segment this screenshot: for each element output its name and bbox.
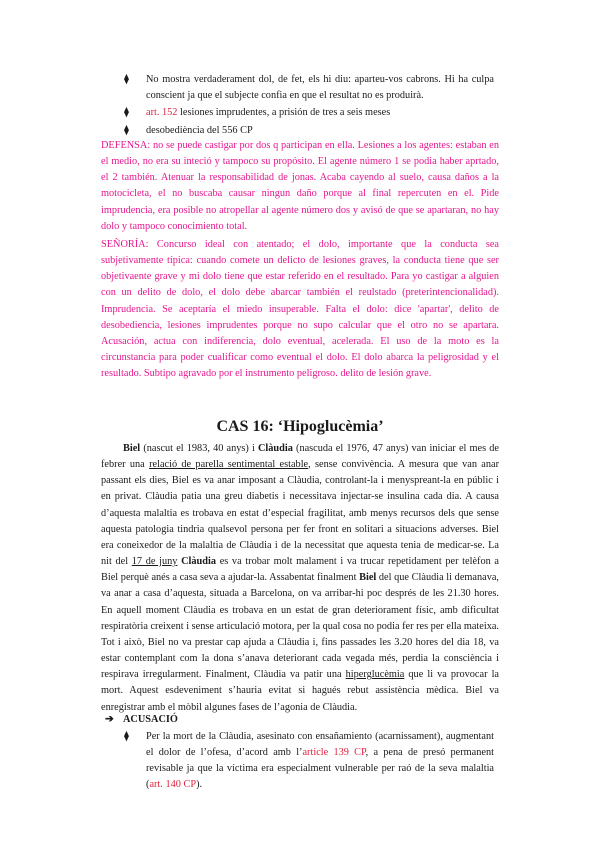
legal-ref: article 139 CP [302,747,366,758]
senoria-paragraph: SEÑORÍA: Concurso ideal con atentado; el dolo, importante que la conducta sea subjetivamente típica: cuando comete un delicto de lesiones graves, la conducta tiene que ser objetivaente grave y mi dolo tiene que estar referido en el resultado. Para yo castigar a alguien con un delito de dolo, el dolo debe abarcar también el reulstado (preterintencionalidad). Imprudencia. Se aceptaría el miedo insuperable. Falta el dolo: dice 'apartar', delito de desobediencia, lesiones imprudentes porque no supo calcular que el otro no se apartara. Acusación, actua con indiferencia, dolo eventual, acelerada. El uso de la moto es la circunstancia para poder cualificar como eventual el dolo. El dolo abarca la peligrosidad y el resultado. Subtipo agravado por el instrumento peligroso. delito de lesión grave. [101,239,499,380]
bullet-art-152: art. 152 lesiones imprudentes, a prisión de tres a seis meses [146,107,391,118]
case-title: CAS 16: ‘Hipoglucèmia’ [216,418,384,435]
legal-ref: art. 152 [146,107,178,118]
diamond-bullet-icon: ⧫ [124,74,129,85]
acusacio-heading: ➔ ACUSACIÓ [105,712,178,728]
bullet-no-mostra: No mostra verdaderament dol, de fet, els hi diu: aparteu-vos cabrons. Hi ha culpa conscient ja que el subjecte confia en que el resultat no es produirà. [146,74,494,101]
defensa-paragraph: DEFENSA: no se puede castigar por dos q participan en ella. Lesiones a los agentes: estaban en el medio, no era su inteció y tampoco su propósito. El agente número 1 se podia haber aprtado, el 2 también. Atenuar la responsabilidad de jonas. Acaba cayendo al suelo, causa daños a la motocicleta, el no buscaba causar ningun daño porque al final repercuten en el. Pide imprudencia, era posible no atropellar al agente número dos y avisó de que se apartaran, no hay dolo y tampoco conocimiento total. [101,140,499,232]
case-paragraph: Biel (nascut el 1983, 40 anys) i Clàudia (nascuda el 1976, 47 anys) van iniciar el mes de febrer una relació de parella sentimental estable, sense convivència. A mesura que van anar passant els dies, Biel es va anar imposant a Clàudia, controlant-la i menyspreant-la en públic i en privat. Clàudia patia una greu diabetis i necessitava injectar-se insulina cada dia. A causa d’aquesta malaltia es trobava en estat d’especial fragilitat, amb menys recursos dels que sense aquesta patologia tindria qualsevol persona per fer front en solitari a situacions adverses. Biel era coneixedor de la malaltia de Clàudia i de la necessitat que aquesta tenia de medicar-se. La nit del 17 de juny Clàudia es va trobar molt malament i va trucar repetidament per telèfon a Biel perquè anés a casa seva a ajudar-la. Assabentat finalment Biel del que Clàudia li demanava, va anar a casa d’aquesta, situada a Barcelona, on va arribar-hi poc després de les 21.30 hores. En aquell moment Clàudia es trobava en un estat de gran deteriorament físic, amb dificultat respiratòria creixent i sense articulació motora, per la qual cosa no podia fer res per ella mateixa. Tot i això, Biel no va prestar cap ajuda a Clàudia i, fins passades les 3.20 hores del dia 18, va estar contemplant com la dona s’anava deteriorant cada vegada més, perdia la consciència i respirava irregularment. Finalment, Clàudia va patir una hiperglucèmia que li va provocar la mort. Aquest esdeveniment s’hauria evitat si hagués rebut assistència mèdica. Biel va enregistrar amb el mòbil algunes fases de l’agonia de Clàudia. [101,443,500,713]
diamond-bullet-icon: ⧫ [124,731,129,742]
bullet-desobediencia: desobediència del 556 CP [146,125,253,136]
diamond-bullet-icon: ⧫ [124,125,129,136]
acusacio-bullet: Per la mort de la Clàudia, asesinato con ensañamiento (acarnissament), augmentant el dolor de l’ofesa, d’acord amb l’article 139 CP, a pena de presó permanent revisable ja que la víctima era especialment vulnerable per raó de la seva malaltia (art. 140 CP). [146,731,494,790]
legal-ref: art. 140 CP [149,779,197,790]
arrow-right-icon: ➔ [105,714,114,725]
diamond-bullet-icon: ⧫ [124,107,129,118]
